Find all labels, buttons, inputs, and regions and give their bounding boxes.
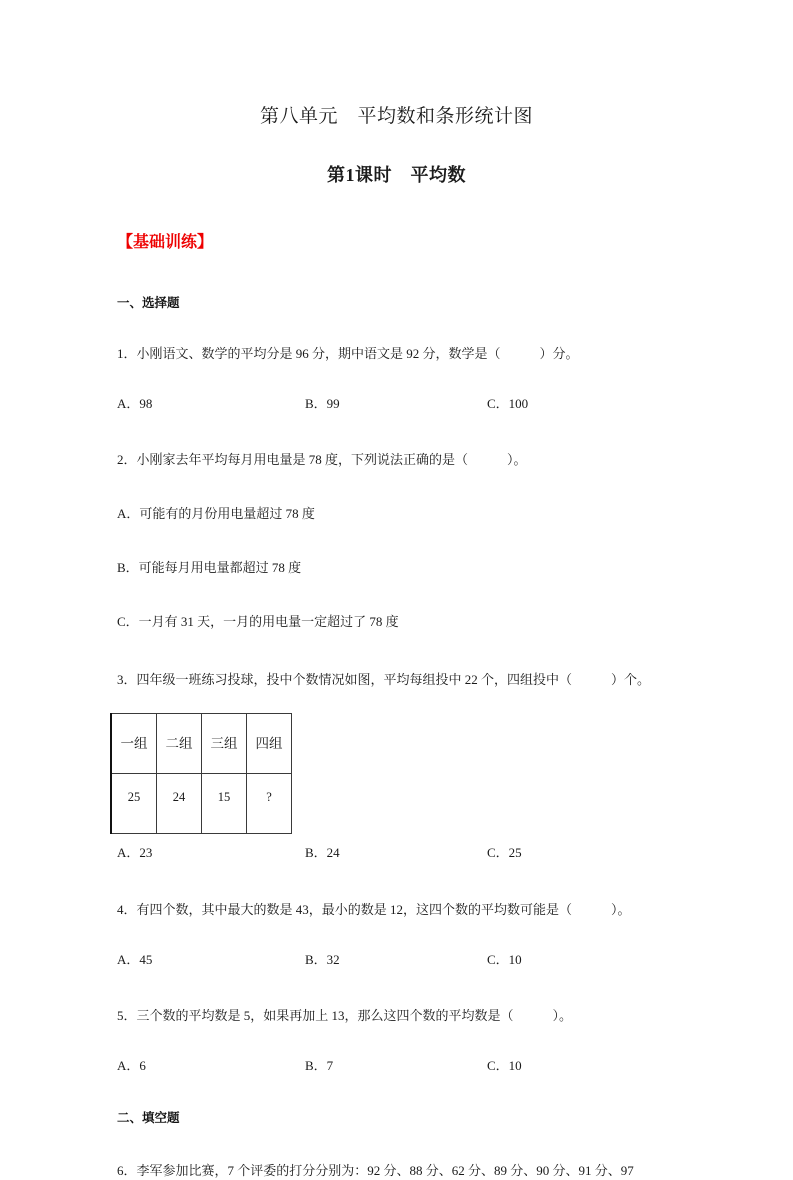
document-subtitle: 第1课时 平均数 xyxy=(327,164,466,185)
section-heading-basic-training: 【基础训练】 xyxy=(117,233,214,251)
table-cell-value-4 xyxy=(247,773,292,833)
question-1-option-a[interactable]: A．98 xyxy=(117,395,153,411)
question-5-option-b[interactable]: B．7 xyxy=(305,1058,334,1074)
question-4-options xyxy=(0,919,793,969)
table-header-label-group-4: 四组 xyxy=(255,735,283,751)
question-5-stem: 5．三个数的平均数是 5，如果再加上 13，那么这四个数的平均数是（ ）。 xyxy=(117,1007,573,1023)
table-value-group-4: ? xyxy=(266,790,272,805)
table-value-group-3: 15 xyxy=(217,790,231,805)
question-4-option-c[interactable]: C．10 xyxy=(487,951,522,967)
question-1-option-c[interactable]: C．100 xyxy=(487,395,529,411)
question-1-options xyxy=(0,363,793,413)
shooting-counts-table xyxy=(110,713,292,834)
question-3-options xyxy=(0,834,793,862)
question-2-option-c[interactable]: C．一月有 31 天，一月的用电量一定超过了 78 度 xyxy=(117,614,399,630)
section-heading-multiple-choice: 一、选择题 xyxy=(117,296,180,311)
table-header-cell-group-1 xyxy=(111,713,157,773)
question-2-option-b[interactable]: B．可能每月用电量都超过 78 度 xyxy=(117,560,302,576)
table-header-cell-group-3 xyxy=(202,713,247,773)
table-header-row xyxy=(111,713,292,773)
table-value-group-1: 25 xyxy=(127,790,141,805)
question-4-stem: 4．有四个数，其中最大的数是 43，最小的数是 12，这四个数的平均数可能是（ ）。 xyxy=(117,901,631,917)
document-title: 第八单元 平均数和条形统计图 xyxy=(259,106,533,127)
table-header-cell-group-4 xyxy=(247,713,292,773)
table-cell-value-1 xyxy=(111,773,157,833)
question-2-option-a[interactable]: A．可能有的月份用电量超过 78 度 xyxy=(117,506,315,522)
shooting-counts-table-wrapper xyxy=(0,689,793,834)
section-heading-fill-in-blank: 二、填空题 xyxy=(117,1111,180,1126)
question-3-stem: 3．四年级一班练习投球，投中个数情况如图，平均每组投中 22 个，四组投中（ ）个。 xyxy=(117,671,651,687)
table-header-label-group-3: 三组 xyxy=(210,735,238,751)
question-1-option-b[interactable]: B．99 xyxy=(305,395,340,411)
table-cell-value-2 xyxy=(157,773,202,833)
question-1-stem: 1．小刚语文、数学的平均分是 96 分，期中语文是 92 分，数学是（ ）分。 xyxy=(117,345,579,361)
table-value-group-2: 24 xyxy=(172,790,186,805)
question-3-option-a[interactable]: A．23 xyxy=(117,844,153,860)
table-header-label-group-2: 二组 xyxy=(165,735,193,751)
question-5-option-a[interactable]: A．6 xyxy=(117,1058,146,1074)
question-4-option-a[interactable]: A．45 xyxy=(117,951,153,967)
question-5-option-c[interactable]: C．10 xyxy=(487,1058,522,1074)
question-4-option-b[interactable]: B．32 xyxy=(305,951,340,967)
table-cell-value-3 xyxy=(202,773,247,833)
table-header-label-group-1: 一组 xyxy=(120,735,148,751)
table-row xyxy=(111,773,292,833)
table-header-cell-group-2 xyxy=(157,713,202,773)
question-3-option-c[interactable]: C．25 xyxy=(487,844,522,860)
question-5-options xyxy=(0,1025,793,1075)
question-6-stem: 6．李军参加比赛，7 个评委的打分分别为：92 分、88 分、62 分、89 分、90 分、91 分、97 xyxy=(117,1162,634,1178)
question-2-stem: 2．小刚家去年平均每月用电量是 78 度，下列说法正确的是（ ）。 xyxy=(117,451,527,467)
question-3-option-b[interactable]: B．24 xyxy=(305,844,340,860)
